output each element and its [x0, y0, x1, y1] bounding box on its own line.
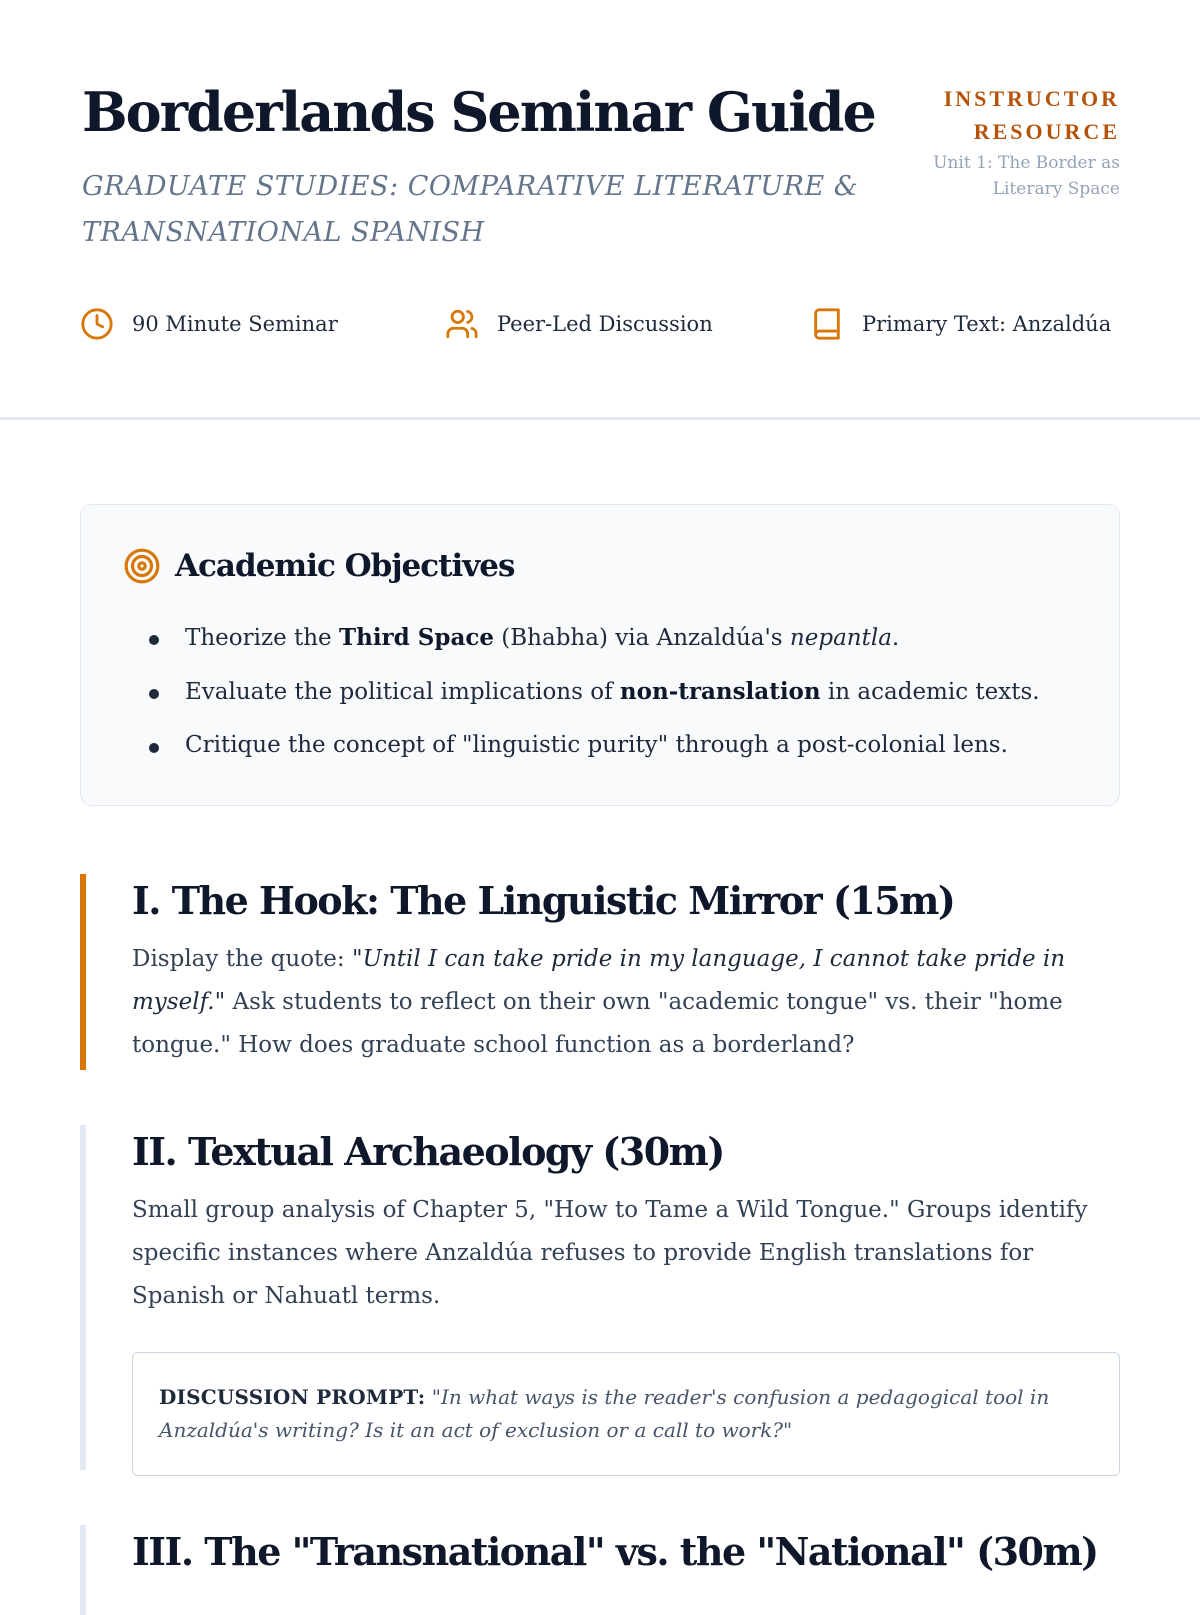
meta-text	[810, 306, 1111, 342]
page-title: Borderlands Seminar Guide	[82, 80, 875, 144]
resource-label: INSTRUCTOR RESOURCE	[943, 86, 1120, 144]
objective-item: Evaluate the political implications of non-translation in academic texts.	[145, 665, 1040, 719]
resource-tag	[860, 82, 1120, 202]
section-archaeology	[80, 1125, 1120, 1470]
prompt-label: DISCUSSION PROMPT:	[159, 1385, 426, 1409]
objective-item: Critique the concept of "linguistic purity" through a post-colonial lens.	[145, 719, 1040, 772]
section-body: Small group analysis of Chapter 5, "How to Tame a Wild Tongue." Groups identify specific instances where Anzaldúa refuses to provide English translations for Spanish or Nahuatl terms.	[132, 1197, 1088, 1309]
objectives-card	[80, 504, 1120, 806]
meta-format	[445, 306, 713, 342]
objectives-list	[145, 611, 1040, 772]
page-header	[0, 0, 1200, 420]
clock-icon	[80, 307, 114, 341]
target-icon	[123, 547, 161, 585]
meta-text-label: Primary Text: Anzaldúa	[862, 312, 1112, 336]
prompt-text: "In what ways is the reader's confusion a pedagogical tool in Anzaldúa's writing? Is it an act of exclusion or a call to work?"	[159, 1385, 1050, 1442]
section-title: III. The "Transnational" vs. the "National" (30m)	[132, 1529, 1098, 1574]
meta-format-label: Peer-Led Discussion	[497, 312, 713, 336]
objectives-header	[123, 547, 514, 585]
unit-label: Unit 1: The Border as Literary Space	[933, 153, 1120, 199]
book-icon	[810, 307, 844, 341]
users-icon	[445, 307, 479, 341]
section-transnational	[80, 1525, 1120, 1615]
meta-duration-label: 90 Minute Seminar	[132, 312, 338, 336]
section-title: I. The Hook: The Linguistic Mirror (15m)	[132, 878, 955, 923]
section-hook	[80, 874, 1120, 1070]
objectives-title: Academic Objectives	[175, 548, 515, 584]
discussion-prompt	[132, 1352, 1120, 1476]
objective-item: Theorize the Third Space (Bhabha) via Anzaldúa's nepantla.	[145, 611, 1040, 665]
meta-duration	[80, 306, 338, 342]
section-title: II. Textual Archaeology (30m)	[132, 1129, 724, 1174]
section-body: Display the quote: "Until I can take pride in my language, I cannot take pride in myself." Ask students to reflect on their own "academic tongue" vs. their "home tongue." How does graduate school function as a borderland?	[132, 946, 1066, 1058]
page-subtitle: GRADUATE STUDIES: COMPARATIVE LITERATURE & TRANSNATIONAL SPANISH	[82, 171, 859, 248]
hook-quote: "Until I can take pride in my language, I cannot take pride in myself."	[132, 946, 1066, 1015]
